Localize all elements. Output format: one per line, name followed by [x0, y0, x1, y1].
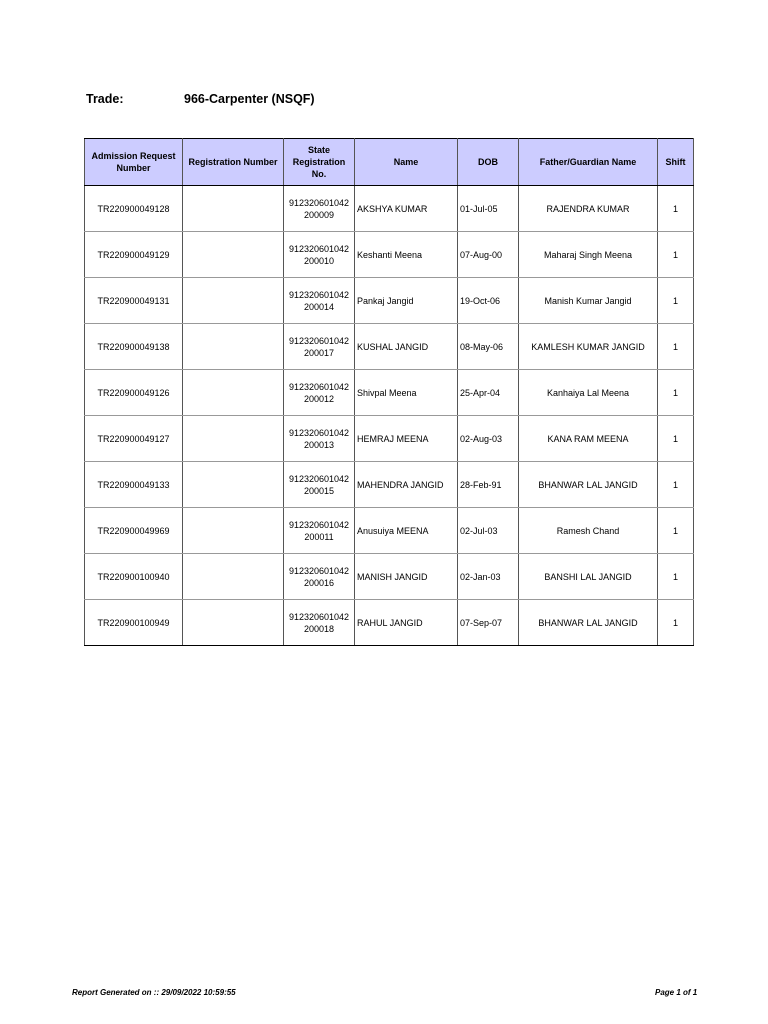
cell-state-registration [284, 232, 355, 278]
trade-line [86, 92, 315, 106]
header-state-registration [284, 139, 355, 186]
header-dob: DOB [458, 139, 519, 186]
cell-registration [183, 370, 284, 416]
cell-shift: 1 [658, 508, 694, 554]
cell-registration [183, 462, 284, 508]
cell-shift: 1 [658, 232, 694, 278]
cell-dob: 02-Aug-03 [458, 416, 519, 462]
cell-name: AKSHYA KUMAR [355, 186, 458, 232]
state-reg-part1: 912320601042 [288, 565, 350, 576]
state-reg-part2: 200018 [303, 623, 335, 634]
cell-admission: TR220900049129 [85, 232, 183, 278]
header-registration: Registration Number [183, 139, 284, 186]
cell-father-name: RAJENDRA KUMAR [519, 186, 658, 232]
cell-name: KUSHAL JANGID [355, 324, 458, 370]
cell-registration [183, 324, 284, 370]
state-reg-part2: 200015 [303, 485, 335, 496]
cell-admission: TR220900049138 [85, 324, 183, 370]
header-name: Name [355, 139, 458, 186]
cell-father-name: KANA RAM MEENA [519, 416, 658, 462]
cell-shift: 1 [658, 324, 694, 370]
cell-admission: TR220900049969 [85, 508, 183, 554]
header-state-registration-line2: Registration [292, 157, 346, 167]
cell-registration [183, 232, 284, 278]
cell-name: RAHUL JANGID [355, 600, 458, 646]
cell-dob: 19-Oct-06 [458, 278, 519, 324]
cell-father-name: Kanhaiya Lal Meena [519, 370, 658, 416]
cell-name: Shivpal Meena [355, 370, 458, 416]
header-father-name: Father/Guardian Name [519, 139, 658, 186]
state-reg-part1: 912320601042 [288, 519, 350, 530]
cell-name: MAHENDRA JANGID [355, 462, 458, 508]
cell-state-registration [284, 554, 355, 600]
state-reg-part2: 200010 [303, 255, 335, 266]
table-row [85, 416, 694, 462]
cell-admission: TR220900049128 [85, 186, 183, 232]
state-reg-part1: 912320601042 [288, 473, 350, 484]
cell-father-name: BHANWAR LAL JANGID [519, 600, 658, 646]
cell-shift: 1 [658, 462, 694, 508]
cell-state-registration [284, 416, 355, 462]
table-row [85, 508, 694, 554]
cell-admission: TR220900049127 [85, 416, 183, 462]
cell-name: Pankaj Jangid [355, 278, 458, 324]
cell-admission: TR220900049126 [85, 370, 183, 416]
cell-shift: 1 [658, 370, 694, 416]
cell-registration [183, 554, 284, 600]
cell-shift: 1 [658, 416, 694, 462]
cell-shift: 1 [658, 278, 694, 324]
trade-value: 966-Carpenter (NSQF) [184, 92, 315, 106]
cell-name: MANISH JANGID [355, 554, 458, 600]
cell-registration [183, 278, 284, 324]
state-reg-part1: 912320601042 [288, 243, 350, 254]
table-row [85, 600, 694, 646]
state-reg-part2: 200017 [303, 347, 335, 358]
cell-dob: 02-Jan-03 [458, 554, 519, 600]
cell-state-registration [284, 370, 355, 416]
table-row [85, 232, 694, 278]
state-reg-part2: 200012 [303, 393, 335, 404]
table-row [85, 278, 694, 324]
cell-father-name: BANSHI LAL JANGID [519, 554, 658, 600]
cell-admission: TR220900100949 [85, 600, 183, 646]
cell-dob: 25-Apr-04 [458, 370, 519, 416]
cell-father-name: KAMLESH KUMAR JANGID [519, 324, 658, 370]
header-state-registration-line3: No. [311, 169, 327, 179]
table-row [85, 462, 694, 508]
cell-father-name: BHANWAR LAL JANGID [519, 462, 658, 508]
state-reg-part2: 200011 [304, 531, 334, 542]
state-reg-part2: 200016 [303, 577, 335, 588]
cell-state-registration [284, 462, 355, 508]
state-reg-part1: 912320601042 [288, 197, 350, 208]
table-row [85, 554, 694, 600]
cell-state-registration [284, 508, 355, 554]
state-reg-part1: 912320601042 [288, 611, 350, 622]
header-admission: Admission Request Number [85, 139, 183, 186]
table-row [85, 370, 694, 416]
state-reg-part1: 912320601042 [288, 335, 350, 346]
cell-admission: TR220900100940 [85, 554, 183, 600]
page-number-footer: Page 1 of 1 [655, 988, 698, 997]
cell-registration [183, 508, 284, 554]
cell-name: Keshanti Meena [355, 232, 458, 278]
table-row [85, 186, 694, 232]
admission-table [84, 138, 694, 646]
state-reg-part2: 200013 [303, 439, 335, 450]
state-reg-part1: 912320601042 [288, 381, 350, 392]
state-reg-part2: 200014 [303, 301, 335, 312]
cell-dob: 01-Jul-05 [458, 186, 519, 232]
cell-registration [183, 416, 284, 462]
cell-state-registration [284, 186, 355, 232]
cell-name: Anusuiya MEENA [355, 508, 458, 554]
cell-state-registration [284, 278, 355, 324]
cell-shift: 1 [658, 600, 694, 646]
cell-dob: 28-Feb-91 [458, 462, 519, 508]
state-reg-part2: 200009 [303, 209, 335, 220]
cell-admission: TR220900049133 [85, 462, 183, 508]
state-reg-part1: 912320601042 [288, 289, 350, 300]
trade-label: Trade: [86, 92, 124, 106]
cell-dob: 08-May-06 [458, 324, 519, 370]
cell-state-registration [284, 600, 355, 646]
cell-admission: TR220900049131 [85, 278, 183, 324]
cell-state-registration [284, 324, 355, 370]
cell-dob: 07-Aug-00 [458, 232, 519, 278]
cell-shift: 1 [658, 186, 694, 232]
cell-shift: 1 [658, 554, 694, 600]
cell-name: HEMRAJ MEENA [355, 416, 458, 462]
cell-dob: 02-Jul-03 [458, 508, 519, 554]
cell-registration [183, 186, 284, 232]
report-generated-footer: Report Generated on :: 29/09/2022 10:59:55 [72, 988, 236, 997]
cell-father-name: Ramesh Chand [519, 508, 658, 554]
state-reg-part1: 912320601042 [288, 427, 350, 438]
table-header-row [85, 139, 694, 186]
header-state-registration-line1: State [307, 145, 330, 155]
header-shift: Shift [658, 139, 694, 186]
cell-father-name: Manish Kumar Jangid [519, 278, 658, 324]
cell-father-name: Maharaj Singh Meena [519, 232, 658, 278]
cell-dob: 07-Sep-07 [458, 600, 519, 646]
cell-registration [183, 600, 284, 646]
table-row [85, 324, 694, 370]
